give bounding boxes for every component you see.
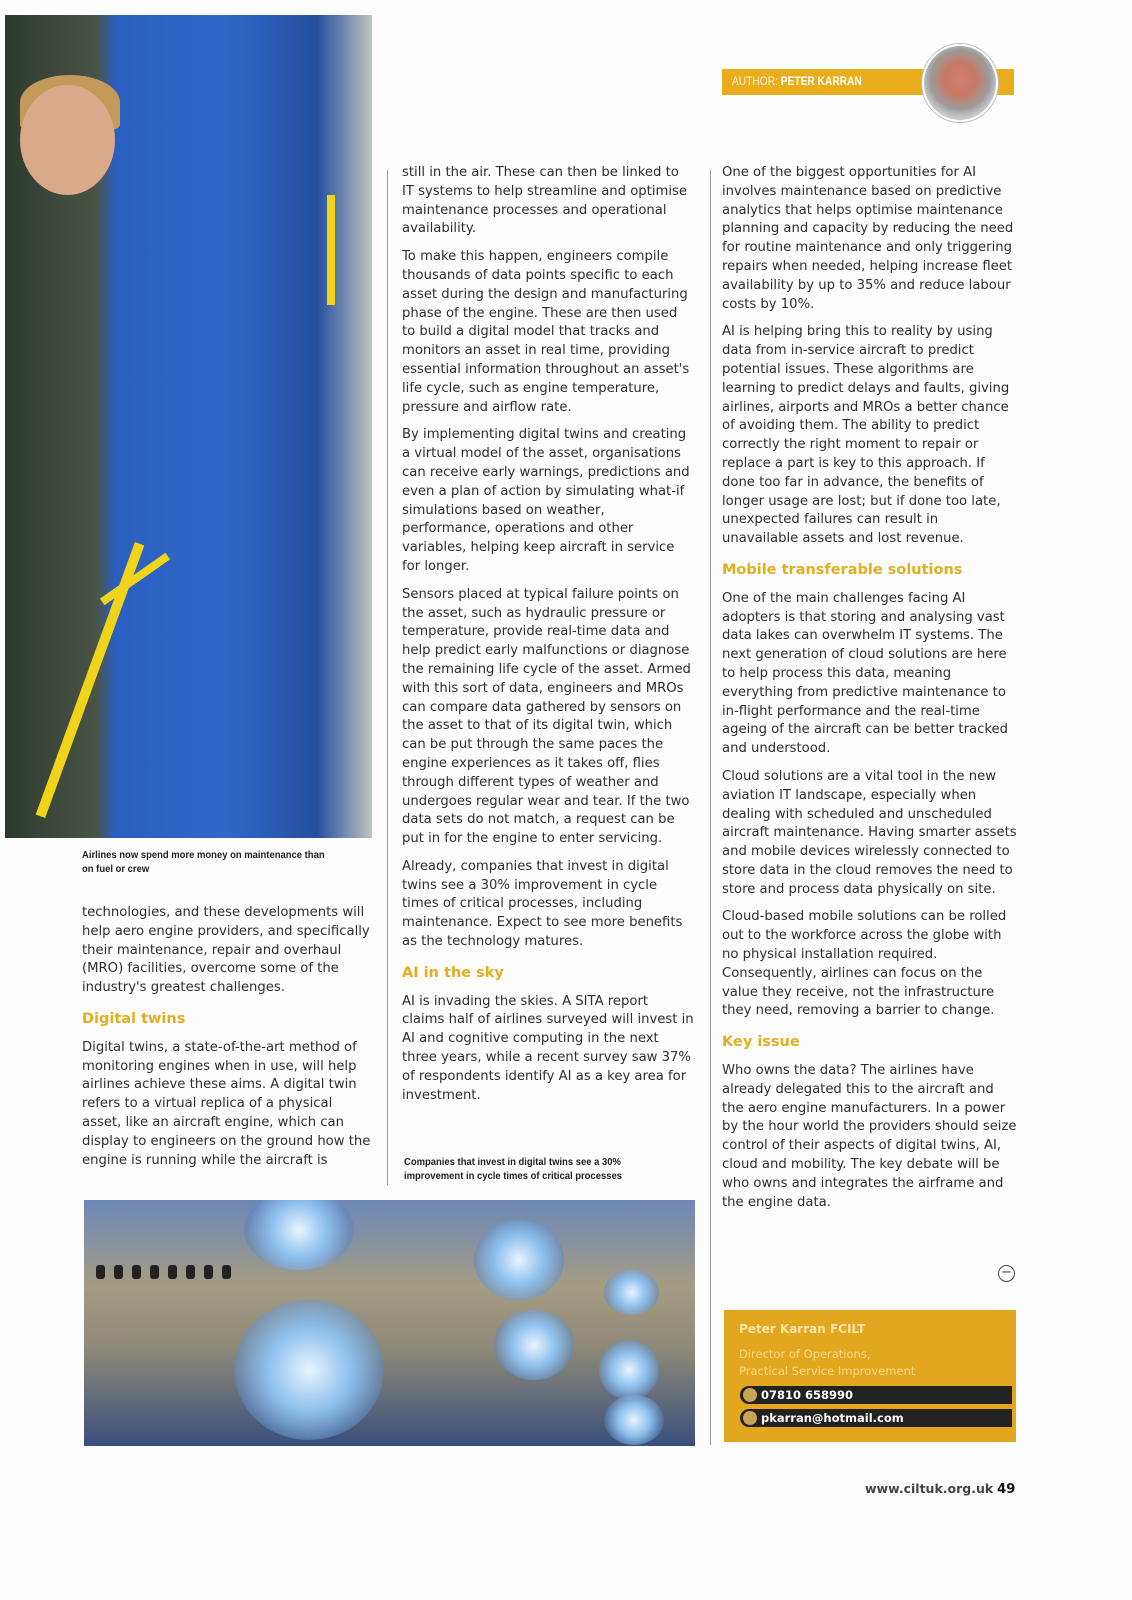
end-of-article-icon: − <box>998 1265 1015 1282</box>
paragraph: Sensors placed at typical failure points on the asset, such as hydraulic pressure or temperature, provide real-time data and help predict early malfunctions or diagnose the remaining life cycle of the asset. Armed with this sort of data, engineers and MROs can compare data gathered by sensors on the asset to that of its digital twin, which can be put through the same paces the engine experiences as it takes off, flies through different types of weather and undergoes regular wear and tear. If the two data sets do not match, a request can be put in for the engine to enter servicing. <box>402 586 691 847</box>
paragraph: Cloud solutions are a vital tool in the new aviation IT landscape, especially when dealing with scheduled and unscheduled aircraft maintenance. Having smarter assets and mobile devices wirelessly connected to store data in the cloud removes the need to store and process data physically on site. <box>722 768 1017 897</box>
photo-detail <box>494 1310 574 1380</box>
photo-detail <box>150 1265 159 1279</box>
section-heading: AI in the sky <box>402 964 504 981</box>
photo-detail <box>234 1300 384 1440</box>
contact-role: Director of Operations, <box>739 1347 871 1361</box>
photo-detail <box>222 1265 231 1279</box>
photo-caption: Airlines now spend more money on maintenance than on fuel or crew <box>82 849 325 875</box>
engineer-photo <box>5 15 372 838</box>
column-divider <box>387 170 388 1185</box>
photo-detail <box>20 85 115 195</box>
contact-email[interactable] <box>740 1409 1012 1427</box>
paragraph: To make this happen, engineers compile thousands of data points specific to each asset during the design and manufacturing phase of the engine. These are then used to build a digital model that tracks and monitors an asset in real time, providing essential information throughout an asset's life cycle, such as engine temperature, pressure and airflow rate. <box>402 249 690 415</box>
photo-detail <box>132 1265 141 1279</box>
author-prefix: AUTHOR: <box>732 74 778 88</box>
website-url[interactable]: www.ciltuk.org.uk <box>865 1481 994 1496</box>
page-footer <box>865 1481 1015 1497</box>
paragraph: Digital twins, a state-of-the-art method of monitoring engines when in use, will help airlines achieve these aims. A digital twin refers to a virtual replica of a physical asset, like an aircraft engine, which can display to engineers on the ground how the engine is running while the aircraft is <box>82 1039 371 1168</box>
column-3 <box>722 164 1017 1221</box>
photo-detail <box>186 1265 195 1279</box>
author-contact-box <box>724 1310 1016 1442</box>
paragraph: Cloud-based mobile solutions can be rolled out to the workforce across the globe with no physical installation required. Consequently, airlines can focus on the value they receive, not the infrastructure they need, removing a barrier to change. <box>722 909 1007 1019</box>
photo-detail <box>96 1265 105 1279</box>
paragraph: technologies, and these developments will help aero engine providers, and specifically their maintenance, repair and overhaul (MRO) facilities, overcome some of the industry's greatest challenges. <box>82 905 370 996</box>
email-address[interactable]: pkarran@hotmail.com <box>761 1411 904 1425</box>
pullout-caption: Companies that invest in digital twins see a 30% improvement in cycle times of critical processes <box>404 1156 622 1182</box>
paragraph: One of the biggest opportunities for AI involves maintenance based on predictive analytics that helps optimise maintenance planning and capacity by reducing the need for routine maintenance and only triggering repairs when needed, helping increase fleet availability by up to 35% and reduce labour costs by 10%. <box>722 165 1014 312</box>
photo-detail <box>599 1340 659 1400</box>
section-heading: Key issue <box>722 1034 800 1051</box>
section-heading: Digital twins <box>82 1010 186 1027</box>
photo-detail <box>327 195 335 305</box>
author-name: PETER KARRAN <box>780 74 862 88</box>
aircraft-digital-twin-image <box>84 1200 695 1446</box>
paragraph: still in the air. These can then be linked to IT systems to help streamline and optimise maintenance processes and operational availability. <box>402 165 687 237</box>
photo-detail <box>604 1270 659 1315</box>
photo-detail <box>204 1265 213 1279</box>
column-1 <box>82 904 374 1179</box>
photo-detail <box>168 1265 177 1279</box>
paragraph: Who owns the data? The airlines have already delegated this to the aircraft and the aero engine manufacturers. In a power by the hour world the providers should seize control of their aspects of digital twins, AI, cloud and mobility. The key debate will be who owns and integrates the airframe and the engine data. <box>722 1063 1017 1210</box>
contact-phone <box>740 1386 1012 1404</box>
paragraph: One of the main challenges facing AI adopters is that storing and analysing vast data lakes can overwhelm IT systems. The next generation of cloud solutions are here to help process this data, meaning everything from predictive maintenance to in-flight performance and the real-time ageing of the aircraft can be better tracked and understood. <box>722 590 1008 757</box>
photo-detail <box>474 1220 564 1300</box>
photo-detail <box>114 1265 123 1279</box>
paragraph: Already, companies that invest in digital twins see a 30% improvement in cycle times of critical processes, including maintenance. Expect to see more benefits as the technology matures. <box>402 858 683 950</box>
paragraph: AI is invading the skies. A SITA report claims half of airlines surveyed will invest in AI and cognitive computing in the next three years, while a recent survey saw 37% of respondents identify AI as a key area for investment. <box>402 993 694 1103</box>
contact-company: Practical Service Improvement <box>739 1364 916 1378</box>
phone-number: 07810 658990 <box>761 1388 854 1402</box>
paragraph: By implementing digital twins and creating a virtual model of the asset, organisations can receive early warnings, predictions and even a plan of action by simulating what-if simulations based on weather, performance, operations and other variables, helping keep aircraft in service for longer. <box>402 427 690 574</box>
email-icon <box>743 1411 757 1425</box>
section-heading: Mobile transferable solutions <box>722 561 963 578</box>
phone-icon <box>743 1388 757 1402</box>
photo-detail <box>244 1200 354 1270</box>
column-divider <box>710 170 711 1445</box>
column-2 <box>402 164 694 1114</box>
page-number: 49 <box>997 1482 1016 1497</box>
paragraph: AI is helping bring this to reality by using data from in-service aircraft to predict potential issues. These algorithms are learning to predict delays and faults, giving airlines, airports and MROs a better chance of avoiding them. The ability to predict correctly the right moment to repair or replace a part is key to this approach. If done too far in advance, the benefits of longer usage are lost; but if done too late, unexpected failures can result in unavailable assets and lost revenue. <box>722 324 1010 547</box>
contact-name: Peter Karran FCILT <box>739 1322 866 1336</box>
author-avatar <box>922 44 998 122</box>
photo-detail <box>604 1395 664 1445</box>
